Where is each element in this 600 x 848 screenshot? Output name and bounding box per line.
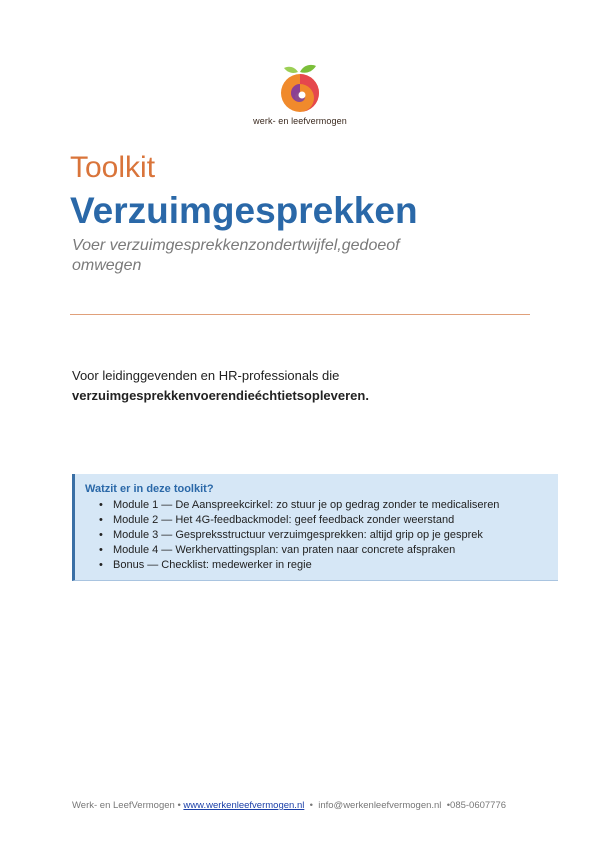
toc-title: Watzit er in deze toolkit? bbox=[85, 483, 214, 495]
footer-separator: • bbox=[309, 800, 313, 811]
toc-box bbox=[72, 474, 558, 581]
footer-email: info@werkenleefvermogen.nl bbox=[318, 800, 442, 811]
toc-item-module-3: • Module 3 — Gespreksstructuur verzuimgesprekken: altijd grip op je gesprek bbox=[113, 528, 558, 543]
footer-company: Werk- en LeefVermogen bbox=[72, 800, 175, 811]
logo-text: werk- en leefvermogen bbox=[253, 116, 347, 126]
toc-list bbox=[85, 498, 558, 573]
page-title: Verzuimgesprekken bbox=[70, 190, 418, 231]
intro-text bbox=[72, 366, 369, 406]
footer-separator: • bbox=[177, 800, 181, 811]
footer-website-link[interactable]: www.werkenleefvermogen.nl bbox=[183, 800, 305, 811]
intro-line-2: verzuimgesprekkenvoerendieéchtietsopleveren. bbox=[72, 388, 369, 403]
toolkit-label: Toolkit bbox=[70, 151, 156, 184]
intro-line-1: Voor leidinggevenden en HR-professionals die bbox=[72, 368, 340, 383]
toc-item-module-4: • Module 4 — Werkhervattingsplan: van praten naar concrete afspraken bbox=[113, 543, 558, 558]
toc-item-module-1: • Module 1 — De Aanspreekcirkel: zo stuur je op gedrag zonder te medicaliseren bbox=[113, 498, 558, 513]
brand-logo bbox=[250, 62, 350, 126]
footer bbox=[72, 800, 506, 811]
page-subtitle: Voer verzuimgesprekkenzondertwijfel,gedoeof omwegen bbox=[72, 237, 400, 274]
footer-separator: • bbox=[446, 800, 451, 811]
toc-item-bonus: • Bonus — Checklist: medewerker in regie bbox=[113, 558, 558, 573]
divider bbox=[70, 314, 530, 315]
footer-phone: 085-0607776 bbox=[450, 800, 507, 811]
toc-item-module-2: • Module 2 — Het 4G-feedbackmodel: geef feedback zonder weerstand bbox=[113, 513, 558, 528]
peach-logo-icon bbox=[278, 62, 322, 114]
